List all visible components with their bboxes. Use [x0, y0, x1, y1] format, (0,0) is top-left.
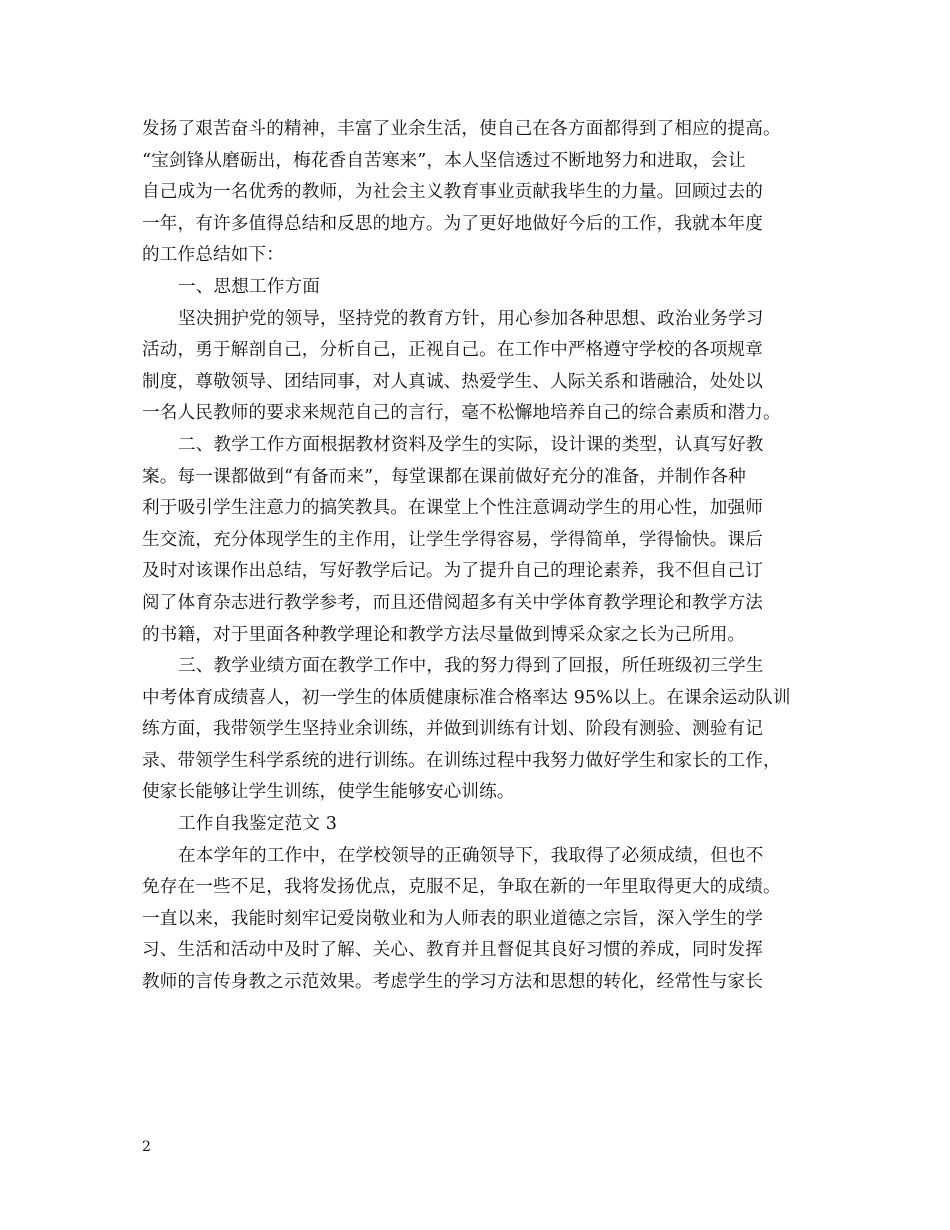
text-line: 三、教学业绩方面在教学工作中，我的努力得到了回报，所任班级初三学生 [178, 656, 764, 677]
text-line: “宝剑锋从磨砺出，梅花香自苦寒来”，本人坚信透过不断地努力和进取，会让 [142, 150, 746, 171]
text-line: 制度，尊敬领导、团结同事，对人真诚、热爱学生、人际关系和谐融洽，处处以 [142, 371, 764, 392]
text-line: 利于吸引学生注意力的搞笑教具。在课堂上个性注意调动学生的用心性，加强师 [142, 498, 764, 519]
document-body [142, 114, 822, 999]
text-line: 习、生活和活动中及时了解、关心、教育并且督促其良好习惯的养成，同时发挥 [142, 940, 764, 961]
text-line: 阅了体育杂志进行教学参考，而且还借阅超多有关中学体育教学理论和教学方法 [142, 592, 764, 613]
text-line: 免存在一些不足，我将发扬优点，克服不足，争取在新的一年里取得更大的成绩。 [142, 877, 781, 898]
text-line: 的书籍，对于里面各种教学理论和教学方法尽量做到博采众家之长为己所用。 [142, 624, 746, 645]
text-line: 使家长能够让学生训练，使学生能够安心训练。 [142, 782, 515, 803]
text-line: 案。每一课都做到“有备而来”，每堂课都在课前做好充分的准备，并制作各种 [142, 466, 746, 487]
text-line: 一年，有许多值得总结和反思的地方。为了更好地做好今后的工作，我就本年度 [142, 213, 764, 234]
text-line: 坚决拥护党的领导，坚持党的教育方针，用心参加各种思想、政治业务学习 [178, 308, 764, 329]
text-line: 在本学年的工作中，在学校领导的正确领导下，我取得了必须成绩，但也不 [178, 845, 764, 866]
text-line: 练方面，我带领学生坚持业余训练，并做到训练有计划、阶段有测验、测验有记 [142, 719, 764, 740]
text-line: 工作自我鉴定范文 3 [178, 814, 338, 835]
text-line: 中考体育成绩喜人，初一学生的体质健康标准合格率达 95%以上。在课余运动队训 [142, 687, 791, 708]
text-line: 二、教学工作方面根据教材资料及学生的实际，设计课的类型，认真写好教 [178, 434, 764, 455]
text-line: 活动，勇于解剖自己，分析自己，正视自己。在工作中严格遵守学校的各项规章 [142, 340, 764, 361]
text-line: 自己成为一名优秀的教师，为社会主义教育事业贡献我毕生的力量。回顾过去的 [142, 182, 764, 203]
text-line: 的工作总结如下： [142, 245, 284, 266]
text-line: 一名人民教师的要求来规范自己的言行，毫不松懈地培养自己的综合素质和潜力。 [142, 403, 781, 424]
text-line: 发扬了艰苦奋斗的精神，丰富了业余生活，使自己在各方面都得到了相应的提高。 [142, 119, 781, 139]
text-line: 录、带领学生科学系统的进行训练。在训练过程中我努力做好学生和家长的工作， [142, 750, 781, 771]
text-line: 生交流，充分体现学生的主作用，让学生学得容易，学得简单，学得愉快。课后 [142, 529, 764, 550]
text-line: 一、思想工作方面 [178, 276, 320, 297]
page-number: 2 [142, 1139, 151, 1155]
text-line: 教师的言传身教之示范效果。考虑学生的学习方法和思想的转化，经常性与家长 [142, 972, 764, 993]
text-line: 及时对该课作出总结，写好教学后记。为了提升自己的理论素养，我不但自己订 [142, 561, 764, 582]
text-line: 一直以来，我能时刻牢记爱岗敬业和为人师表的职业道德之宗旨，深入学生的学 [142, 908, 764, 929]
